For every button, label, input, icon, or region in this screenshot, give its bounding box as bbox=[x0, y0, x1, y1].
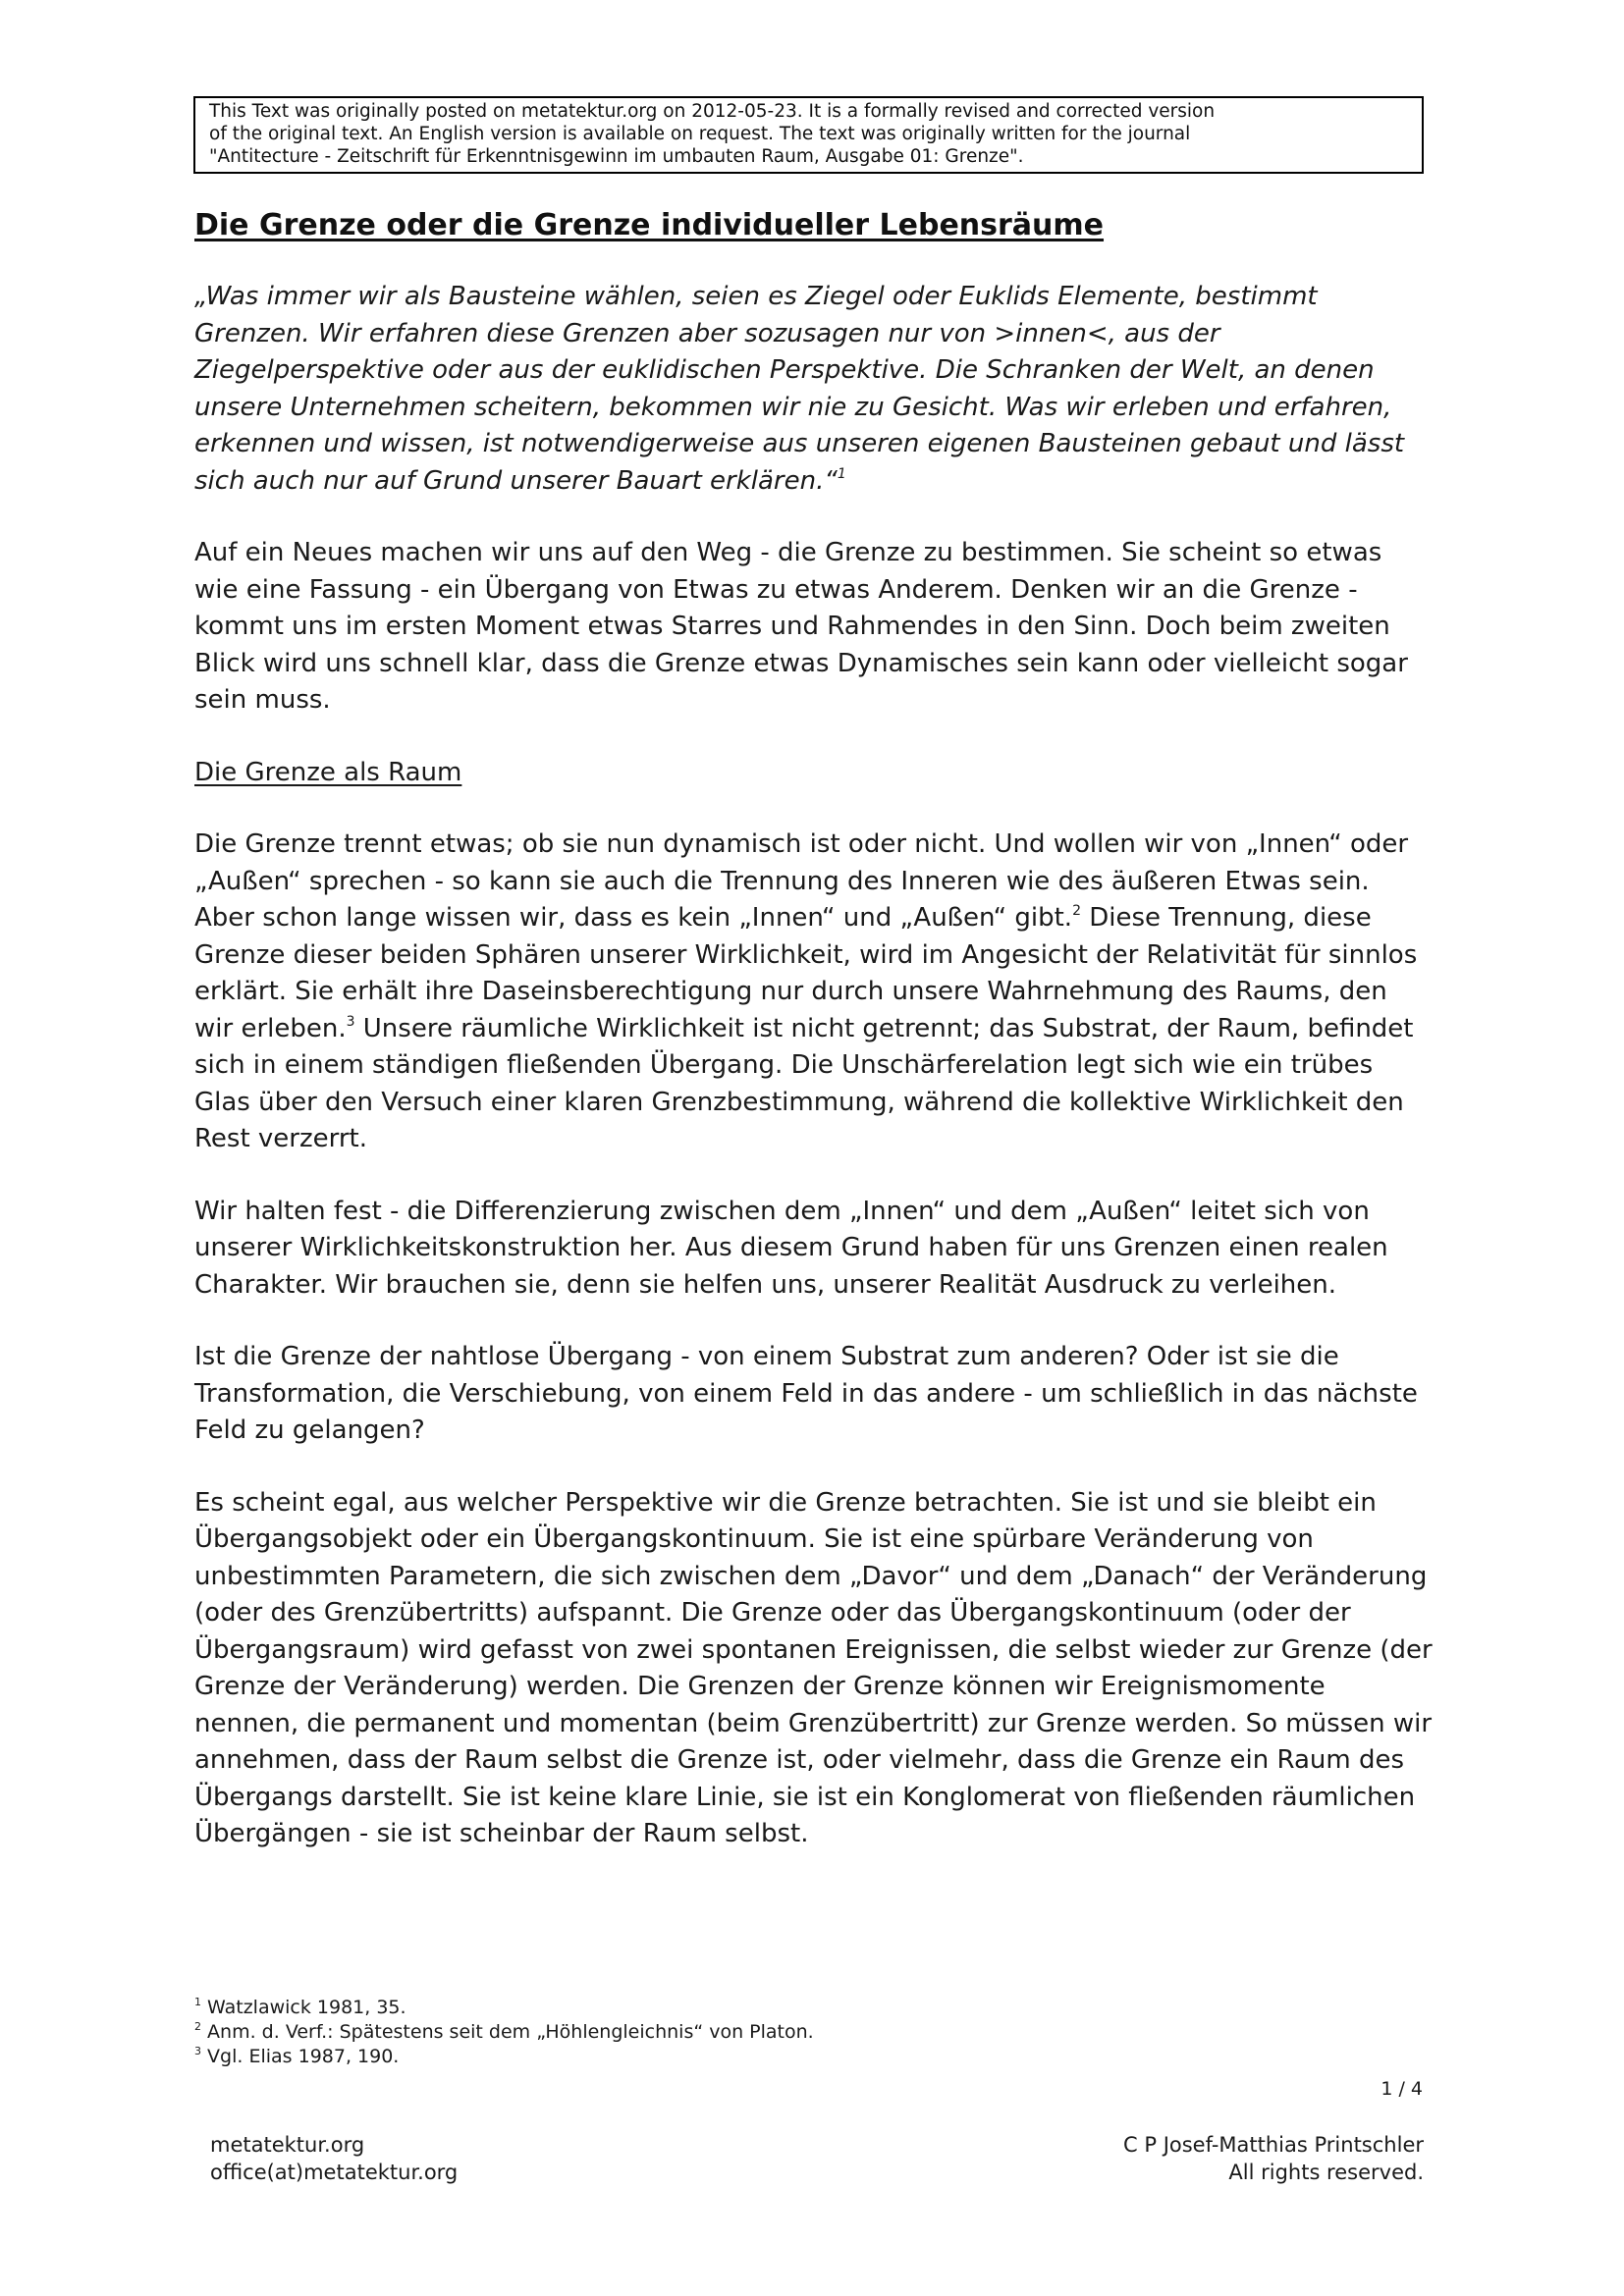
paragraph-2: Wir halten fest - die Differenzierung zwischen dem „Innen“ und dem „Außen“ leitet sich von unserer Wirklichkeitskonstruktion her. Aus diesem Grund haben für uns Grenzen einen realen Charakter. Wir brauchen sie, denn sie helfen uns, unserer Realität Ausdruck zu verleihen. bbox=[194, 1196, 1388, 1300]
footnote bbox=[194, 1996, 1434, 2020]
document-title: Die Grenze oder die Grenze individueller Lebensräume bbox=[194, 208, 1105, 242]
footnote-number: 3 bbox=[194, 2045, 201, 2057]
notice-line-2: of the original text. An English version is available on request. The text was originally written for the journal bbox=[209, 124, 1191, 144]
footnote-text: Watzlawick 1981, 35. bbox=[207, 1997, 406, 2018]
footnote-number: 2 bbox=[194, 2020, 201, 2033]
paragraph-3: Ist die Grenze der nahtlose Übergang - von einem Substrat zum anderen? Oder ist sie die Transformation, die Verschiebung, von einem Feld in das andere - um schließlich in das nächste Feld zu gelangen? bbox=[194, 1342, 1418, 1445]
paragraph-4: Es scheint egal, aus welcher Perspektive wir die Grenze betrachten. Sie ist und sie bleibt ein Übergangsobjekt oder ein Übergangskontinuum. Sie ist eine spürbare Veränderung von unbestimmten Parametern, die sich zwischen dem „Davor“ und dem „Danach“ der Veränderung (oder des Grenzübertritts) aufspannt. Die Grenze oder das Übergangskontinuum (oder der Übergangsraum) wird gefasst von zwei spontanen Ereignissen, die selbst wieder zur Grenze (der Grenze der Veränderung) werden. Die Grenzen der Grenze können wir Ereignismomente nennen, die permanent und momentan (beim Grenzübertritt) zur Grenze werden. So müssen wir annehmen, dass der Raum selbst die Grenze ist, oder vielmehr, dass die Grenze ein Raum des Übergangs darstellt. Sie ist keine klare Linie, sie ist ein Konglomerat von fließenden räumlichen Übergängen - sie ist scheinbar der Raum selbst. bbox=[194, 1487, 1433, 1848]
intro-paragraph: Auf ein Neues machen wir uns auf den Weg - die Grenze zu bestimmen. Sie scheint so etwas wie eine Fassung - ein Übergang von Etwas zu etwas Anderem. Denken wir an die Grenze - kommt uns im ersten Moment etwas Starres und Rahmendes in den Sinn. Doch beim zweiten Blick wird uns schnell klar, dass die Grenze etwas Dynamisches sein kann oder vielleicht sogar sein muss. bbox=[194, 538, 1408, 715]
notice-box bbox=[193, 96, 1424, 174]
page-number: 1 / 4 bbox=[1380, 2078, 1423, 2100]
section-heading: Die Grenze als Raum bbox=[194, 757, 462, 787]
notice-line-1: This Text was originally posted on metatektur.org on 2012-05-23. It is a formally revised and corrected version bbox=[209, 101, 1216, 122]
footnote-ref-1: 1 bbox=[837, 465, 846, 482]
footnote-number: 1 bbox=[194, 1996, 201, 2008]
paragraph-1-part-a: Die Grenze trennt etwas; ob sie nun dynamisch ist oder nicht. Und wollen wir von „Innen“ oder „Außen“ sprechen - so kann sie auch die Trennung des Inneren wie des äußeren Etwas sein. Aber schon lange wissen wir, dass es kein „Innen“ und „Außen“ gibt. bbox=[194, 829, 1409, 933]
epigraph-quote bbox=[194, 279, 1434, 500]
footer-rights: All rights reserved. bbox=[1228, 2161, 1424, 2184]
footer-author: C P Josef-Matthias Printschler bbox=[1123, 2133, 1424, 2157]
paragraph-1 bbox=[194, 827, 1434, 1158]
paragraph-1-part-c: Unsere räumliche Wirklichkeit ist nicht getrennt; das Substrat, der Raum, befindet sich in einem ständigen fließenden Übergang. Die Unschärferelation legt sich wie ein trübes Glas über den Versuch einer klaren Grenzbestimmung, während die kollektive Wirklichkeit den Rest verzerrt. bbox=[194, 1013, 1414, 1153]
footnote-text: Anm. d. Verf.: Spätestens seit dem „Höhlengleichnis“ von Platon. bbox=[207, 2021, 814, 2043]
quote-text: „Was immer wir als Bausteine wählen, seien es Ziegel oder Euklids Elemente, bestimmt Grenzen. Wir erfahren diese Grenzen aber sozusagen nur von >innen<, aus der Ziegelperspektive oder aus der euklidischen Perspektive. Die Schranken der Welt, an denen unsere Unternehmen scheitern, bekommen wir nie zu Gesicht. Was wir erleben und erfahren, erkennen und wissen, ist notwendigerweise aus unseren eigenen Bausteinen gebaut und lässt sich auch nur auf Grund unserer Bauart erklären.“ bbox=[194, 282, 1405, 496]
footer-site: metatektur.org bbox=[210, 2133, 365, 2157]
footnote-text: Vgl. Elias 1987, 190. bbox=[207, 2046, 400, 2067]
notice-line-3: "Antitecture - Zeitschrift für Erkenntnisgewinn im umbauten Raum, Ausgabe 01: Grenze". bbox=[209, 146, 1024, 167]
document-body bbox=[194, 206, 1434, 1889]
paragraph-1-part-b: Diese Trennung, diese Grenze dieser beiden Sphären unserer Wirklichkeit, wird im Angesicht der Relativität für sinnlos erklärt. Sie erhält ihre Daseinsberechtigung nur durch unsere Wahrnehmung des Raums, den wir erleben. bbox=[194, 903, 1418, 1043]
footer-email: office(at)metatektur.org bbox=[210, 2161, 459, 2184]
footer-left bbox=[210, 2131, 458, 2186]
footnote-ref-3: 3 bbox=[346, 1013, 355, 1030]
footnote-ref-2: 2 bbox=[1072, 903, 1081, 919]
footnotes bbox=[194, 1996, 1434, 2069]
footnote bbox=[194, 2045, 1434, 2069]
footer-right bbox=[1123, 2131, 1424, 2186]
footnote bbox=[194, 2020, 1434, 2045]
